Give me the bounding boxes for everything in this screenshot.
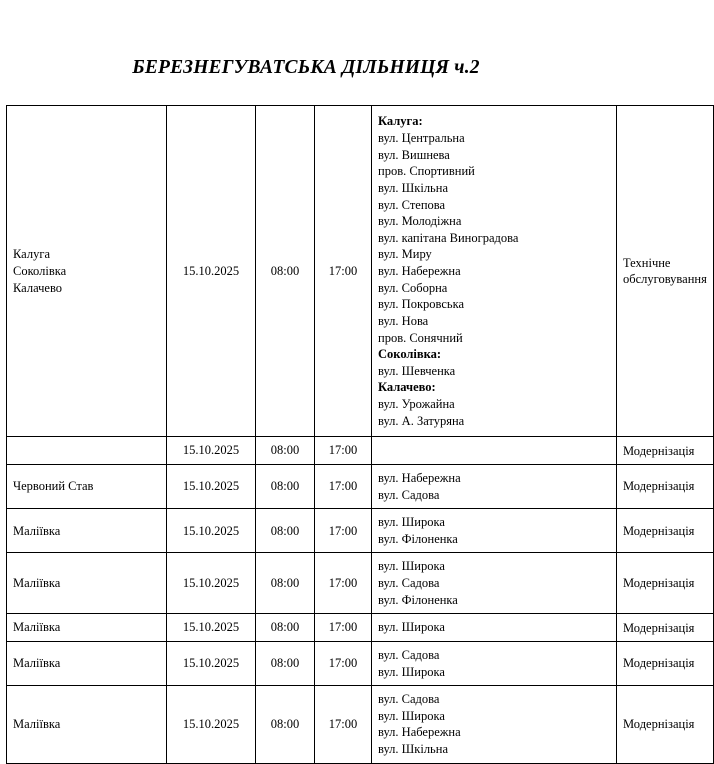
street-name: вул. Широка <box>378 559 445 574</box>
street-name: вул. Широка <box>378 620 445 635</box>
outage-schedule-table <box>6 105 714 763</box>
street-name: вул. Покровська <box>378 297 465 312</box>
cell-time-from: 08:00 <box>256 437 315 465</box>
street-name: вул. капітана Виноградова <box>378 230 519 245</box>
cell-time-from: 08:00 <box>256 614 315 642</box>
street-name: пров. Спортивний <box>378 164 475 179</box>
cell-time-from: 08:00 <box>256 509 315 553</box>
street-group-heading: Калуга: <box>378 114 423 129</box>
cell-reason <box>617 641 714 685</box>
settlement-name: Маліївка <box>13 576 61 591</box>
settlement-name: Калачево <box>13 280 63 295</box>
cell-reason <box>617 553 714 614</box>
schedule-table-wrapper <box>0 105 707 763</box>
cell-settlement <box>7 553 167 614</box>
street-name: вул. Набережна <box>378 470 461 485</box>
street-name: вул. Степова <box>378 197 446 212</box>
street-name: вул. Нова <box>378 313 429 328</box>
settlement-name: Маліївка <box>13 523 61 538</box>
street-name: вул. Центральна <box>378 131 465 146</box>
cell-date: 15.10.2025 <box>167 641 256 685</box>
cell-time-to: 17:00 <box>315 106 372 437</box>
cell-time-from: 08:00 <box>256 553 315 614</box>
cell-streets <box>372 464 617 508</box>
cell-streets <box>372 686 617 764</box>
cell-settlement <box>7 614 167 642</box>
cell-date: 15.10.2025 <box>167 464 256 508</box>
street-name: вул. Широка <box>378 664 445 679</box>
cell-reason <box>617 437 714 465</box>
cell-streets <box>372 641 617 685</box>
street-name: вул. Вишнева <box>378 147 450 162</box>
cell-time-to: 17:00 <box>315 641 372 685</box>
cell-settlement <box>7 686 167 764</box>
reason-text: Модернізація <box>623 523 695 538</box>
table-row <box>7 614 714 642</box>
settlement-name: Маліївка <box>13 717 61 732</box>
table-row <box>7 437 714 465</box>
table-row <box>7 641 714 685</box>
street-name: вул. Садова <box>378 576 440 591</box>
street-name: вул. Миру <box>378 247 432 262</box>
street-group-heading: Калачево: <box>378 380 436 395</box>
cell-streets <box>372 553 617 614</box>
settlement-name: Соколівка <box>13 264 67 279</box>
street-name: вул. Шевченка <box>378 363 456 378</box>
reason-text: Модернізація <box>623 443 695 458</box>
reason-text: Технічне <box>623 256 671 271</box>
street-name: вул. Садова <box>378 647 440 662</box>
cell-date: 15.10.2025 <box>167 553 256 614</box>
street-name: вул. Філоненка <box>378 592 458 607</box>
cell-reason <box>617 686 714 764</box>
cell-date: 15.10.2025 <box>167 686 256 764</box>
cell-reason <box>617 509 714 553</box>
cell-settlement <box>7 509 167 553</box>
street-name: вул. Соборна <box>378 280 448 295</box>
table-row <box>7 106 714 437</box>
settlement-name: Маліївка <box>13 620 61 635</box>
reason-text: Модернізація <box>623 620 695 635</box>
cell-time-to: 17:00 <box>315 553 372 614</box>
table-row <box>7 553 714 614</box>
cell-time-to: 17:00 <box>315 509 372 553</box>
cell-time-to: 17:00 <box>315 437 372 465</box>
cell-settlement <box>7 641 167 685</box>
street-name: вул. А. Затуряна <box>378 413 465 428</box>
cell-time-to: 17:00 <box>315 614 372 642</box>
cell-streets <box>372 106 617 437</box>
cell-time-from: 08:00 <box>256 686 315 764</box>
cell-time-from: 08:00 <box>256 106 315 437</box>
cell-settlement <box>7 106 167 437</box>
reason-text: Модернізація <box>623 656 695 671</box>
settlement-name: Червоний Став <box>13 479 94 494</box>
street-name: вул. Широка <box>378 515 445 530</box>
street-name: пров. Сонячний <box>378 330 463 345</box>
reason-text: Модернізація <box>623 717 695 732</box>
street-name: вул. Садова <box>378 692 440 707</box>
cell-reason <box>617 106 714 437</box>
cell-settlement <box>7 464 167 508</box>
cell-streets <box>372 437 617 465</box>
cell-date: 15.10.2025 <box>167 614 256 642</box>
cell-reason <box>617 464 714 508</box>
table-body <box>7 106 714 763</box>
cell-time-to: 17:00 <box>315 686 372 764</box>
cell-time-to: 17:00 <box>315 464 372 508</box>
table-row <box>7 464 714 508</box>
street-name: вул. Шкільна <box>378 180 448 195</box>
cell-reason <box>617 614 714 642</box>
reason-text: Модернізація <box>623 479 695 494</box>
settlement-name: Маліївка <box>13 656 61 671</box>
street-name: вул. Набережна <box>378 264 461 279</box>
cell-date: 15.10.2025 <box>167 509 256 553</box>
table-row <box>7 686 714 764</box>
street-name: вул. Молодіжна <box>378 214 462 229</box>
street-name: вул. Набережна <box>378 725 461 740</box>
street-name: вул. Широка <box>378 708 445 723</box>
table-row <box>7 509 714 553</box>
street-name: вул. Філоненка <box>378 531 458 546</box>
cell-date: 15.10.2025 <box>167 437 256 465</box>
cell-settlement <box>7 437 167 465</box>
cell-streets <box>372 614 617 642</box>
page-title: БЕРЕЗНЕГУВАТСЬКА ДІЛЬНИЦЯ ч.2 <box>132 57 480 78</box>
cell-streets <box>372 509 617 553</box>
cell-time-from: 08:00 <box>256 641 315 685</box>
cell-date: 15.10.2025 <box>167 106 256 437</box>
street-name: вул. Шкільна <box>378 742 448 757</box>
cell-time-from: 08:00 <box>256 464 315 508</box>
street-name: вул. Садова <box>378 487 440 502</box>
reason-text: Модернізація <box>623 576 695 591</box>
street-group-heading: Соколівка: <box>378 347 442 362</box>
settlement-name: Калуга <box>13 247 50 262</box>
reason-text: обслуговування <box>623 272 707 287</box>
street-name: вул. Урожайна <box>378 397 455 412</box>
